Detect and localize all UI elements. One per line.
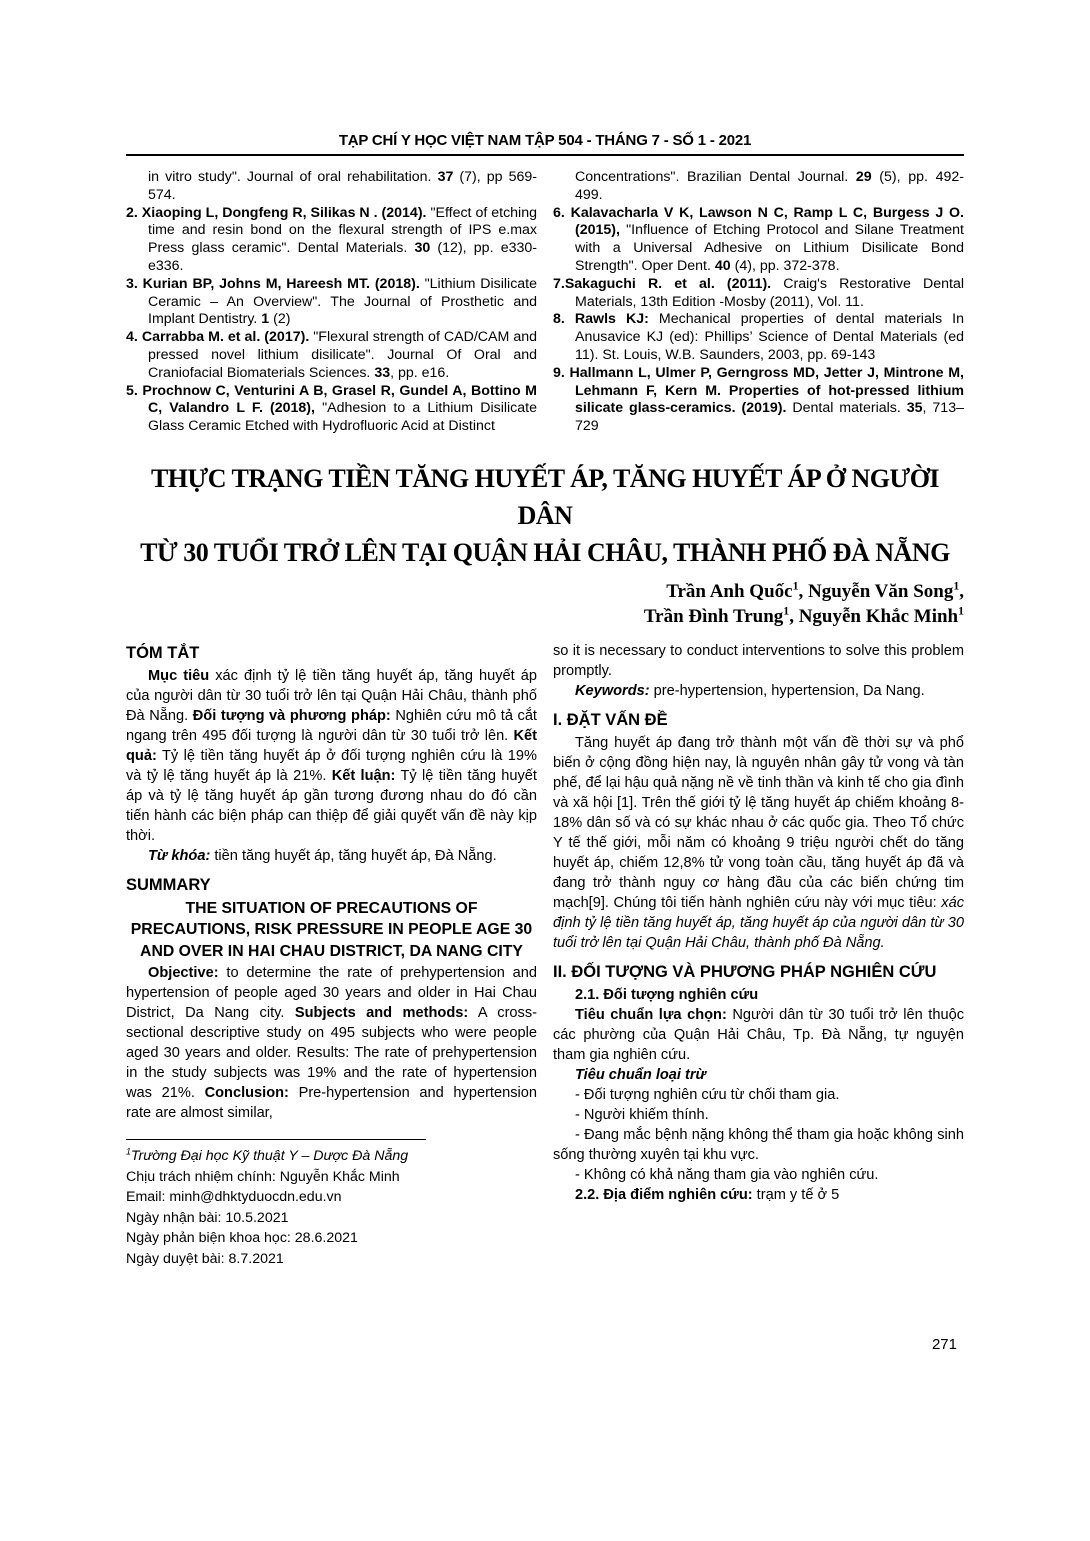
exclusion-bullet: - Đối tượng nghiên cứu từ chối tham gia. — [575, 1086, 840, 1103]
summary-continuation: so it is necessary to conduct interventions to solve this problem promptly. — [553, 642, 964, 679]
body-right-column — [553, 641, 964, 1270]
journal-header-title: TẠP CHÍ Y HỌC VIỆT NAM TẬP 504 - THÁNG 7 - SỐ 1 - 2021 — [338, 132, 752, 149]
reference-item: 2. Xiaoping L, Dongfeng R, Silikas N . (2014). "Effect of etching time and resin bond on the flexural strength of IPS e.max Press glass ceramic". Dental Materials. 30 (12), pp. e330-e336. — [126, 204, 537, 274]
authors-line2: Trần Đình Trung$^1$, Nguyễn Khắc Minh$^1$ — [643, 604, 964, 627]
body-left-column — [126, 641, 537, 1270]
references-section — [126, 169, 964, 436]
reference-item: 8. Rawls KJ: Mechanical properties of dental materials In Anusavice KJ (ed): Phillips’ Science of Dental Materials (ed 11). St. Louis, W.B. Saunders, 2003, pp. 69-143 — [553, 311, 964, 363]
section1-heading: I. ĐẶT VẤN ĐỀ — [553, 710, 668, 729]
footnote-line: Ngày nhận bài: 10.5.2021 — [126, 1209, 289, 1226]
page-number: 271 — [931, 1336, 957, 1353]
footnote-affiliation: $^1$Trường Đại học Kỹ thuật Y – Dược Đà Nẵng — [126, 1146, 409, 1165]
footnote-line: Ngày duyệt bài: 8.7.2021 — [126, 1250, 284, 1267]
abstract-paragraph: Mục tiêu xác định tỷ lệ tiền tăng huyết áp, tăng huyết áp của người dân từ 30 tuổi trở lên tại Quận Hải Châu, thành phố Đà Nẵng. Đối tượng và phương pháp: Nghiên cứu mô tả cắt ngang trên 495 đối tượng là người dân từ 30 tuổi trở lên. Kết quả: Tỷ lệ tiền tăng huyết áp ở đối tượng nghiên cứu là 19% và tỷ lệ tăng huyết áp là 21%. Kết luận: Tỷ lệ tiền tăng huyết áp và tỷ lệ tăng huyết áp gần tương đương nhau do đó cần tiến hành các biện pháp can thiệp để giải quyết vấn đề này kịp thời. — [126, 667, 538, 844]
reference-item: 6. Kalavacharla V K, Lawson N C, Ramp L C, Burgess J O. (2015), "Influence of Etching Protocol and Silane Treatment with a Universal Adhesive on Lithium Disilicate Bond Strength". Oper Dent. 40 (4), pp. 372-378. — [553, 204, 964, 274]
selection-criteria-paragraph: Tiêu chuẩn lựa chọn: Người dân từ 30 tuổi trở lên thuộc các phường của Quận Hải Châu, Tp. Đà Nẵng, tự nguyện tham gia nghiên cứu. — [553, 1006, 964, 1063]
section2-2-paragraph: 2.2. Địa điểm nghiên cứu: trạm y tế ở 5 — [575, 1186, 840, 1203]
footnote-divider — [126, 1139, 426, 1140]
reference-item: 5. Prochnow C, Venturini A B, Grasel R, Gundel A, Bottino M C, Valandro L F. (2018), "Adhesion to a Lithium Disilicate Glass Ceramic Etched with Hydrofluoric Acid at Distinct — [126, 382, 537, 435]
section2-1-subheading: 2.1. Đối tượng nghiên cứu — [575, 986, 759, 1003]
summary-heading: SUMMARY — [126, 875, 211, 894]
summary-paragraph: Objective: to determine the rate of prehypertension and hypertension of people aged 30 years and older in Hai Chau District, Da Nang city. Subjects and methods: A cross-sectional descriptive study on 495 subjects who were people aged 30 years and older. Results: The rate of prehypertension in the study subjects was 19% and the rate of hypertension was 21%. Conclusion: Pre-hypertension and hypertension rate are almost similar, — [126, 965, 537, 1122]
article-title — [126, 460, 964, 571]
exclusion-criteria-subheading: Tiêu chuẩn loại trừ — [575, 1066, 706, 1083]
reference-item: 3. Kurian BP, Johns M, Hareesh MT. (2018). "Lithium Disilicate Ceramic – An Overview". The Journal of Prosthetic and Implant Dentistry. 1 (2) — [126, 275, 538, 328]
reference-item: in vitro study". Journal of oral rehabilitation. 37 (7), pp 569-574. — [148, 169, 537, 203]
exclusion-bullet: - Người khiếm thính. — [575, 1106, 709, 1123]
journal-header — [126, 132, 964, 156]
footnote-block — [126, 1139, 537, 1269]
article-title-line1: THỰC TRẠNG TIỀN TĂNG HUYẾT ÁP, TĂNG HUYẾT ÁP Ở NGƯỜI DÂN — [150, 463, 940, 530]
abstract-heading: TÓM TẮT — [126, 643, 200, 662]
authors-line1: Trần Anh Quốc$^1$, Nguyễn Văn Song$^1$, — [666, 579, 964, 602]
section2-heading: II. ĐỐI TƯỢNG VÀ PHƯƠNG PHÁP NGHIÊN CỨU — [553, 962, 937, 981]
exclusion-bullet: - Không có khả năng tham gia vào nghiên cứu. — [575, 1166, 879, 1183]
reference-item: 7.Sakaguchi R. et al. (2011). Craig's Restorative Dental Materials, 13th Edition -Mosby (2011), Vol. 11. — [553, 275, 965, 310]
exclusion-bullet: - Đang mắc bệnh nặng không thể tham gia hoặc không sinh sống thường xuyên tại khu vực. — [553, 1126, 964, 1163]
footnote-line: Email: minh@dhktyduocdn.edu.vn — [126, 1189, 342, 1206]
summary-english-title: THE SITUATION OF PRECAUTIONS OF PRECAUTIONS, RISK PRESSURE IN PEOPLE AGE 30 AND OVER IN HAI CHAU DISTRICT, DA NANG CITY — [130, 899, 533, 960]
footnote-line: Chịu trách nhiệm chính: Nguyễn Khắc Minh — [126, 1168, 400, 1185]
section1-paragraph: Tăng huyết áp đang trở thành một vấn đề thời sự và phổ biến ở cộng đồng hiện nay, là nguyên nhân gây tử vong và tàn phế, để lại hậu quả nặng nề về tinh thần và kinh tế cho gia đình và xã hội [1]. Trên thế giới tỷ lệ tăng huyết áp chiếm khoảng 8-18% dân số và có sự khác nhau ở các quốc gia. Theo Tổ chức Y tế thế giới, mỗi năm có khoảng 9 triệu người chết do tăng huyết áp, chiếm 12,8% tử vong toàn cầu, tăng huyết áp đã và đang trở thành nguy cơ hàng đầu của các biến chứng tim mạch[9]. Chúng tôi tiến hành nghiên cứu này với mục tiêu: xác định tỷ lệ tiền tăng huyết áp, tăng huyết áp của người dân từ 30 tuổi trở lên tại Quận Hải Châu, thành phố Đà Nẵng. — [553, 734, 964, 951]
header-divider — [126, 154, 964, 156]
summary-keywords: Keywords: pre-hypertension, hypertension, Da Nang. — [575, 682, 925, 699]
abstract-keywords: Từ khóa: tiền tăng huyết áp, tăng huyết áp, Đà Nẵng. — [148, 847, 497, 864]
footnote-line: Ngày phản biện khoa học: 28.6.2021 — [126, 1230, 358, 1247]
reference-item: 4. Carrabba M. et al. (2017). "Flexural strength of CAD/CAM and pressed novel lithium disilicate". Journal Of Oral and Craniofacial Biomaterials Sciences. 33, pp. e16. — [126, 329, 537, 381]
reference-item: 9. Hallmann L, Ulmer P, Gerngross MD, Jetter J, Mintrone M, Lehmann F, Kern M. Properties of hot-pressed lithium silicate glass-ceramics. (2019). Dental materials. 35, 713–729 — [553, 364, 964, 435]
article-authors — [126, 579, 964, 629]
article-body — [126, 641, 964, 1270]
reference-item: Concentrations". Brazilian Dental Journal. 29 (5), pp. 492-499. — [575, 169, 964, 203]
references-right-column — [553, 169, 964, 436]
references-left-column — [126, 169, 537, 436]
article-title-line2: TỪ 30 TUỔI TRỞ LÊN TẠI QUẬN HẢI CHÂU, THÀNH PHỐ ĐÀ NẴNG — [140, 537, 950, 567]
